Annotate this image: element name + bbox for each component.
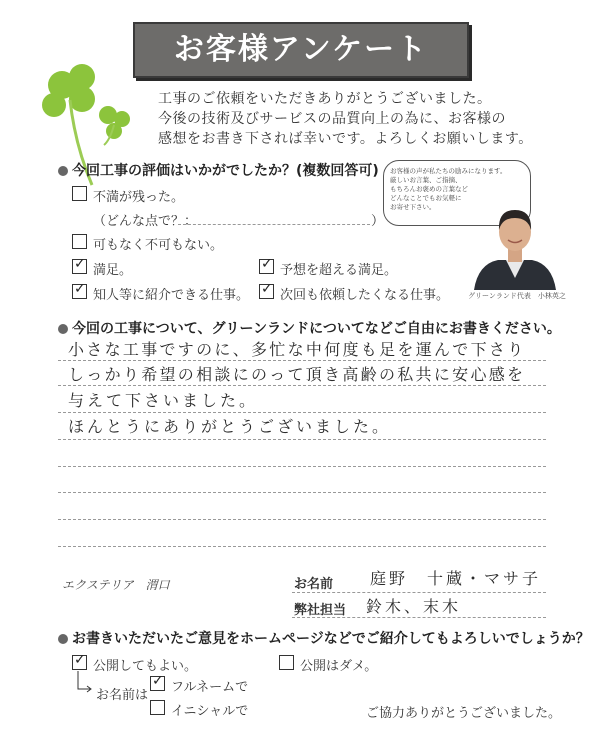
option-neutral: 可もなく不可もない。 — [93, 238, 224, 253]
checkbox-exceeded[interactable] — [259, 256, 274, 274]
check-icon: ✓ — [74, 281, 86, 297]
checkbox-neutral[interactable] — [72, 234, 87, 249]
q2-heading: 今回の工事について、グリーンランドについてなどご自由にお書きください。 — [58, 318, 561, 338]
write-line — [58, 385, 546, 386]
which-point-input[interactable] — [178, 224, 370, 225]
option-initial: イニシャルで — [171, 704, 249, 719]
write-line — [58, 360, 546, 361]
staff-value: 鈴木、末木 — [366, 597, 462, 616]
branch-arrow-icon — [74, 671, 94, 695]
handwritten-line-4: ほんとうにありがとうございました。 — [68, 417, 392, 436]
staff-label: 弊社担当 — [294, 603, 347, 618]
checkbox-recommend[interactable] — [72, 281, 87, 299]
handwritten-line-3: 与えて下さいました。 — [68, 391, 259, 410]
area-label: エクステリア 渭口 — [62, 578, 170, 592]
option-fullname: フルネームで — [171, 680, 249, 695]
write-line — [58, 439, 546, 440]
write-line — [58, 412, 546, 413]
option-recommend: 知人等に紹介できる仕事。 — [93, 288, 250, 303]
bullet-icon — [58, 324, 68, 334]
name-line — [292, 592, 546, 593]
q1-heading: 今回工事の評価はいかがでしたか？(複数回答可) — [58, 160, 379, 180]
checkbox-again[interactable] — [259, 281, 274, 299]
write-line — [58, 492, 546, 493]
checkbox-public-ok[interactable] — [72, 652, 87, 670]
president-portrait — [468, 198, 562, 290]
option-satisfied: 満足。 — [93, 263, 133, 278]
bullet-icon — [58, 634, 68, 644]
check-icon: ✓ — [261, 256, 273, 272]
write-line — [58, 546, 546, 547]
check-icon: ✓ — [74, 256, 86, 272]
option-unsatisfied: 不満が残った。 — [93, 190, 185, 205]
bullet-icon — [58, 166, 68, 176]
handwritten-line-1: 小さな工事ですのに、多忙な中何度も足を運んで下さり — [68, 340, 526, 359]
check-icon: ✓ — [74, 652, 86, 668]
check-icon: ✓ — [261, 281, 273, 297]
checkbox-unsatisfied[interactable] — [72, 186, 87, 201]
option-exceeded: 予想を超える満足。 — [280, 263, 398, 278]
name-is-label: お名前は — [96, 688, 149, 703]
option-again: 次回も依頼したくなる仕事。 — [280, 288, 450, 303]
write-line — [58, 466, 546, 467]
q3-heading: お書きいただいたご意見をホームページなどでご紹介してもよろしいでしょうか？ — [58, 628, 590, 648]
checkbox-public-ng[interactable] — [279, 655, 294, 670]
speech-bubble: お客様の声が私たちの励みになります。 厳しいお言葉、ご指摘、 もちろんお褒めの言葉など どんなことでもお気軽に お寄せ下さい。 — [383, 160, 531, 226]
option-public-ok: 公開してもよい。 — [93, 659, 198, 674]
name-value: 庭野 十蔵・マサ子 — [370, 569, 542, 588]
intro-line-3: 感想をお書き下されば幸いです。よろしくお願いします。 — [158, 131, 533, 147]
intro-line-1: 工事のご依頼をいただきありがとうございました。 — [158, 91, 492, 107]
name-label: お名前 — [294, 577, 334, 592]
which-point-label: （どんな点で？： — [93, 214, 198, 229]
page-title: お客様アンケート — [133, 22, 469, 78]
check-icon: ✓ — [152, 673, 164, 689]
checkbox-satisfied[interactable] — [72, 256, 87, 274]
checkbox-initial[interactable] — [150, 700, 165, 715]
paren-close: ） — [371, 214, 385, 229]
intro-line-2: 今後の技術及びサービスの品質向上の為に、お客様の — [158, 111, 506, 127]
handwritten-line-2: しっかり希望の相談にのって頂き高齢の私共に安心感を — [68, 365, 526, 384]
checkbox-fullname[interactable] — [150, 673, 165, 691]
thanks-text: ご協力ありがとうございました。 — [366, 706, 562, 721]
write-line — [58, 519, 546, 520]
staff-line — [292, 617, 546, 618]
portrait-caption: グリーンランド代表 小林英之 — [468, 292, 566, 300]
option-public-ng: 公開はダメ。 — [300, 659, 378, 674]
